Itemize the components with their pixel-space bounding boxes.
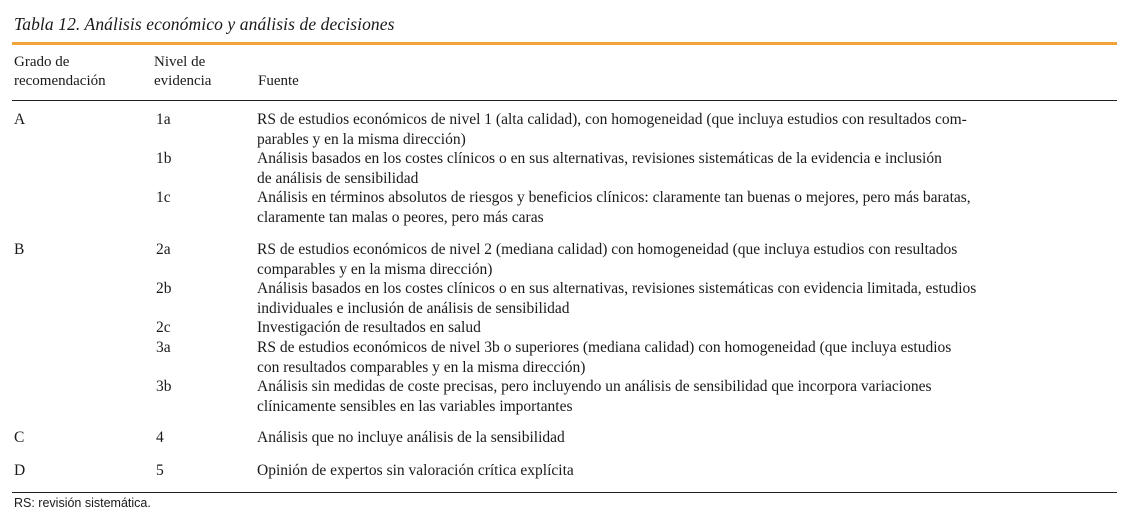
- level-5: 5: [156, 462, 164, 479]
- level-1b: 1b: [156, 150, 172, 167]
- table-bottom-divider: [12, 492, 1117, 493]
- source-text-2c: [257, 318, 481, 338]
- header-level-line: evidencia: [154, 73, 212, 89]
- grade-c: C: [14, 429, 25, 446]
- source-line: Opinión de expertos sin valoración crítica explícita: [257, 462, 574, 479]
- source-line: Análisis sin medidas de coste precisas, pero incluyendo un análisis de sensibilidad que incorpora variaciones: [257, 378, 932, 395]
- source-line: Análisis basados en los costes clínicos o en sus alternativas, revisiones sistemáticas de la evidencia e inclusión: [257, 150, 942, 167]
- source-text-1a: [257, 110, 967, 149]
- source-line: RS de estudios económicos de nivel 3b o superiores (mediana calidad) con homogeneidad (que incluya estudios: [257, 339, 952, 356]
- source-line: de análisis de sensibilidad: [257, 169, 419, 187]
- source-line: comparables y en la misma dirección): [257, 260, 493, 278]
- header-source: Fuente: [258, 73, 299, 89]
- source-text-1b: [257, 149, 942, 188]
- source-line: RS de estudios económicos de nivel 1 (alta calidad), con homogeneidad (que incluya estudios con resultados com-: [257, 111, 967, 128]
- header-grade-line: recomendación: [14, 73, 106, 89]
- header-divider: [12, 100, 1117, 101]
- source-line: con resultados comparables y en la misma dirección): [257, 358, 586, 376]
- header-grade: [14, 53, 144, 91]
- source-text-4: [257, 428, 565, 448]
- source-text-5: [257, 461, 574, 481]
- source-text-2a: [257, 240, 957, 279]
- source-line: Análisis que no incluye análisis de la sensibilidad: [257, 429, 565, 446]
- source-line: Análisis en términos absolutos de riesgos y beneficios clínicos: claramente tan buenas o mejores, pero más baratas,: [257, 189, 971, 206]
- title-divider: [12, 42, 1117, 45]
- source-line: Análisis basados en los costes clínicos o en sus alternativas, revisiones sistemáticas con evidencia limitada, estudios: [257, 280, 977, 297]
- level-1a: 1a: [156, 111, 171, 128]
- header-level: [154, 53, 244, 91]
- grade-a: A: [14, 111, 26, 128]
- table-title: Tabla 12. Análisis económico y análisis de decisiones: [14, 14, 395, 34]
- source-line: parables y en la misma dirección): [257, 130, 466, 148]
- source-text-3a: [257, 338, 951, 377]
- source-text-1c: [257, 188, 971, 227]
- level-3b: 3b: [156, 378, 172, 395]
- level-4: 4: [156, 429, 164, 446]
- grade-b: B: [14, 241, 25, 258]
- source-line: clínicamente sensibles en las variables importantes: [257, 397, 573, 415]
- level-1c: 1c: [156, 189, 171, 206]
- footnote: RS: revisión sistemática.: [14, 496, 151, 510]
- source-line: Investigación de resultados en salud: [257, 319, 481, 336]
- source-line: claramente tan malas o peores, pero más caras: [257, 208, 544, 226]
- source-text-2b: [257, 279, 976, 318]
- level-2b: 2b: [156, 280, 172, 297]
- source-line: individuales e inclusión de análisis de sensibilidad: [257, 299, 570, 317]
- grade-d: D: [14, 462, 26, 479]
- level-3a: 3a: [156, 339, 171, 356]
- source-line: RS de estudios económicos de nivel 2 (mediana calidad) con homogeneidad (que incluya estudios con resultados: [257, 241, 958, 258]
- header-level-line: Nivel de: [154, 54, 206, 70]
- level-2a: 2a: [156, 241, 171, 258]
- header-grade-line: Grado de: [14, 54, 70, 70]
- source-text-3b: [257, 377, 932, 416]
- level-2c: 2c: [156, 319, 171, 336]
